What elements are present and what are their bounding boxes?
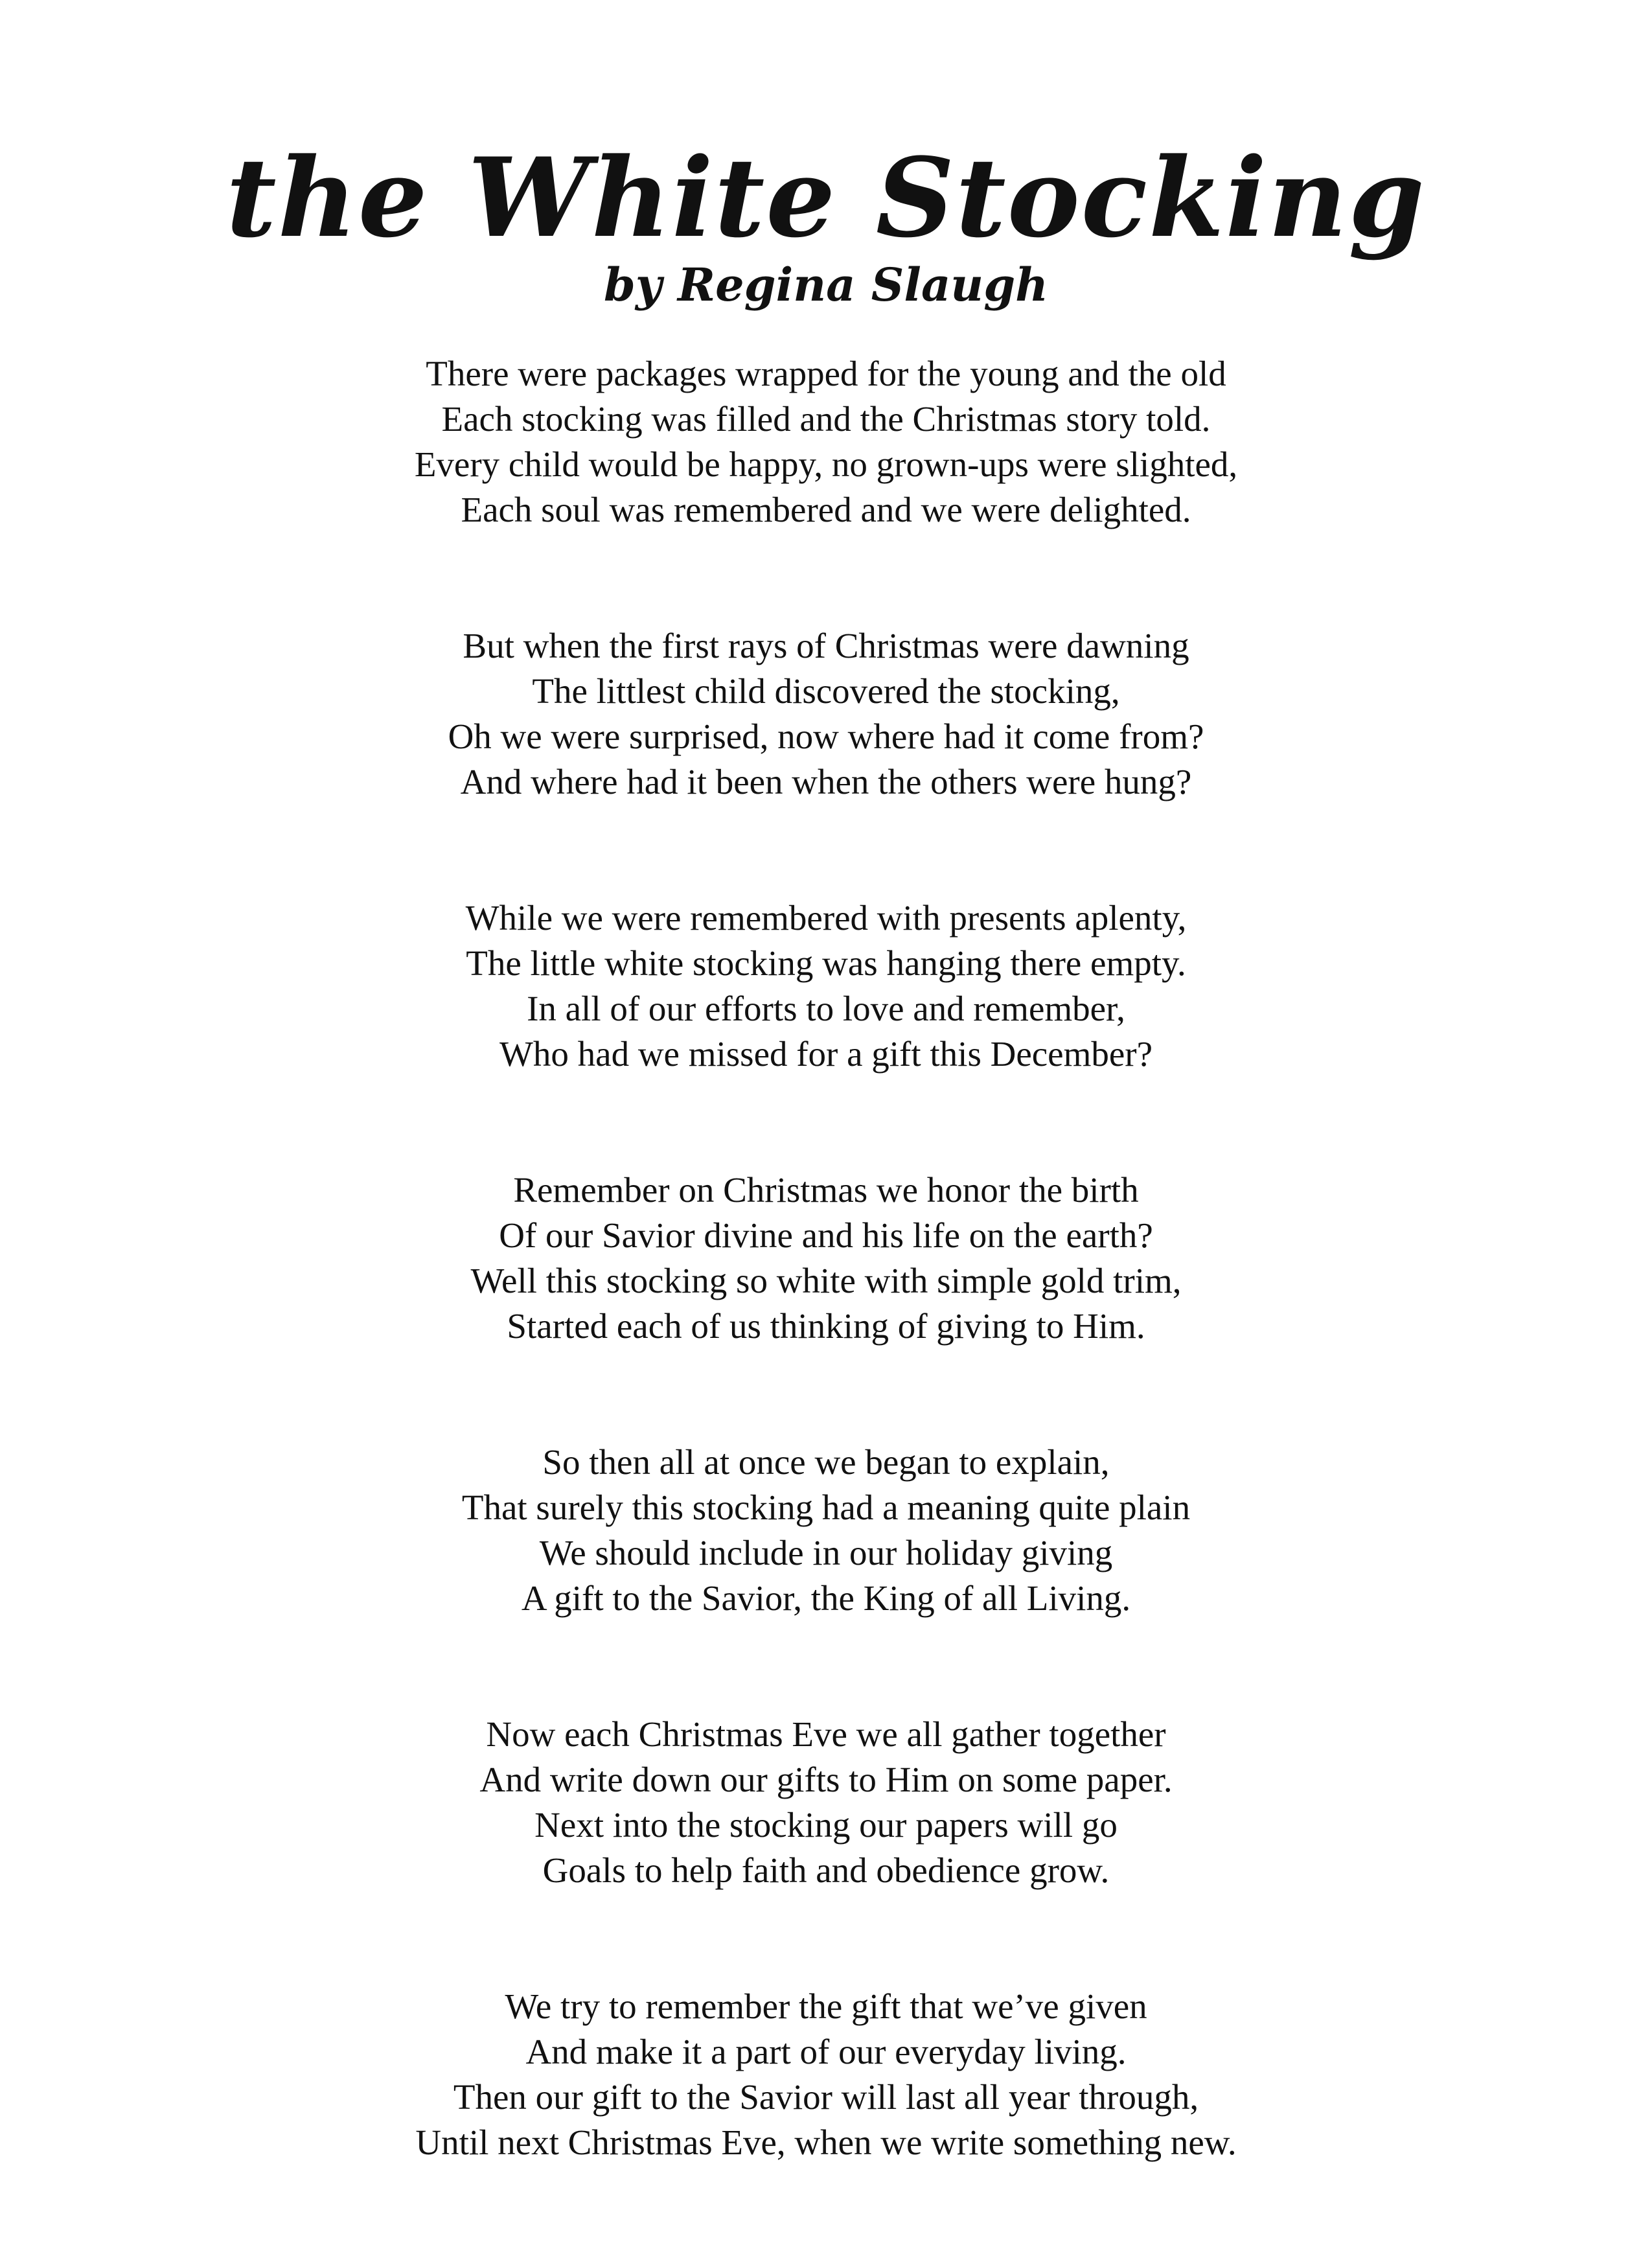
poem-byline: by Regina Slaugh: [603, 258, 1049, 312]
stanza-2: [259, 623, 1393, 805]
stanza-1: [259, 351, 1393, 533]
poem-line: Started each of us thinking of giving to Him.: [507, 1306, 1145, 1346]
poem-line: And make it a part of our everyday living.: [525, 2032, 1127, 2071]
poem-line: We try to remember the gift that we’ve given: [505, 1986, 1147, 2026]
poem-line: And write down our gifts to Him on some paper.: [479, 1760, 1173, 1799]
poem-line: Until next Christmas Eve, when we write something new.: [415, 2123, 1237, 2162]
poem-line: Now each Christmas Eve we all gather together: [486, 1714, 1166, 1754]
poem-line: Who had we missed for a gift this December?: [499, 1034, 1153, 1074]
stanza-3: [259, 895, 1393, 1077]
poem-line: In all of our efforts to love and remember,: [527, 989, 1125, 1028]
stanza-5: [259, 1440, 1393, 1621]
poem-line: Remember on Christmas we honor the birth: [513, 1170, 1139, 1210]
stanza-4: [259, 1168, 1393, 1349]
poem-line: That surely this stocking had a meaning quite plain: [461, 1488, 1191, 1527]
poem-line: Goals to help faith and obedience grow.: [542, 1850, 1110, 1890]
poem-line: So then all at once we began to explain,: [542, 1442, 1110, 1482]
poem-line: Well this stocking so white with simple gold trim,: [470, 1261, 1182, 1300]
poem-line: Each stocking was filled and the Christmas story told.: [441, 399, 1211, 439]
poem-line: But when the first rays of Christmas were dawning: [463, 626, 1189, 665]
poem-line: Then our gift to the Savior will last all year through,: [453, 2077, 1199, 2117]
poem-line: Every child would be happy, no grown-ups were slighted,: [414, 444, 1238, 484]
stanza-7: [259, 1984, 1393, 2165]
poem-line: And where had it been when the others were hung?: [460, 762, 1192, 801]
poem-line: Each soul was remembered and we were delighted.: [461, 490, 1191, 529]
poem-line: There were packages wrapped for the young and the old: [426, 354, 1226, 393]
poem-line: A gift to the Savior, the King of all Living.: [521, 1578, 1131, 1618]
poem-line: We should include in our holiday giving: [539, 1533, 1113, 1572]
poem-line: Next into the stocking our papers will go: [534, 1805, 1118, 1845]
poem-line: Oh we were surprised, now where had it come from?: [448, 717, 1204, 756]
poem-line: The littlest child discovered the stocking,: [532, 671, 1120, 711]
poem-line: Of our Savior divine and his life on the earth?: [499, 1215, 1153, 1255]
poem-title: the White Stocking: [226, 133, 1426, 262]
poem-body: [259, 351, 1393, 2256]
poem-line: While we were remembered with presents aplenty,: [465, 898, 1187, 938]
stanza-6: [259, 1712, 1393, 1893]
poem-line: The little white stocking was hanging there empty.: [466, 943, 1186, 983]
